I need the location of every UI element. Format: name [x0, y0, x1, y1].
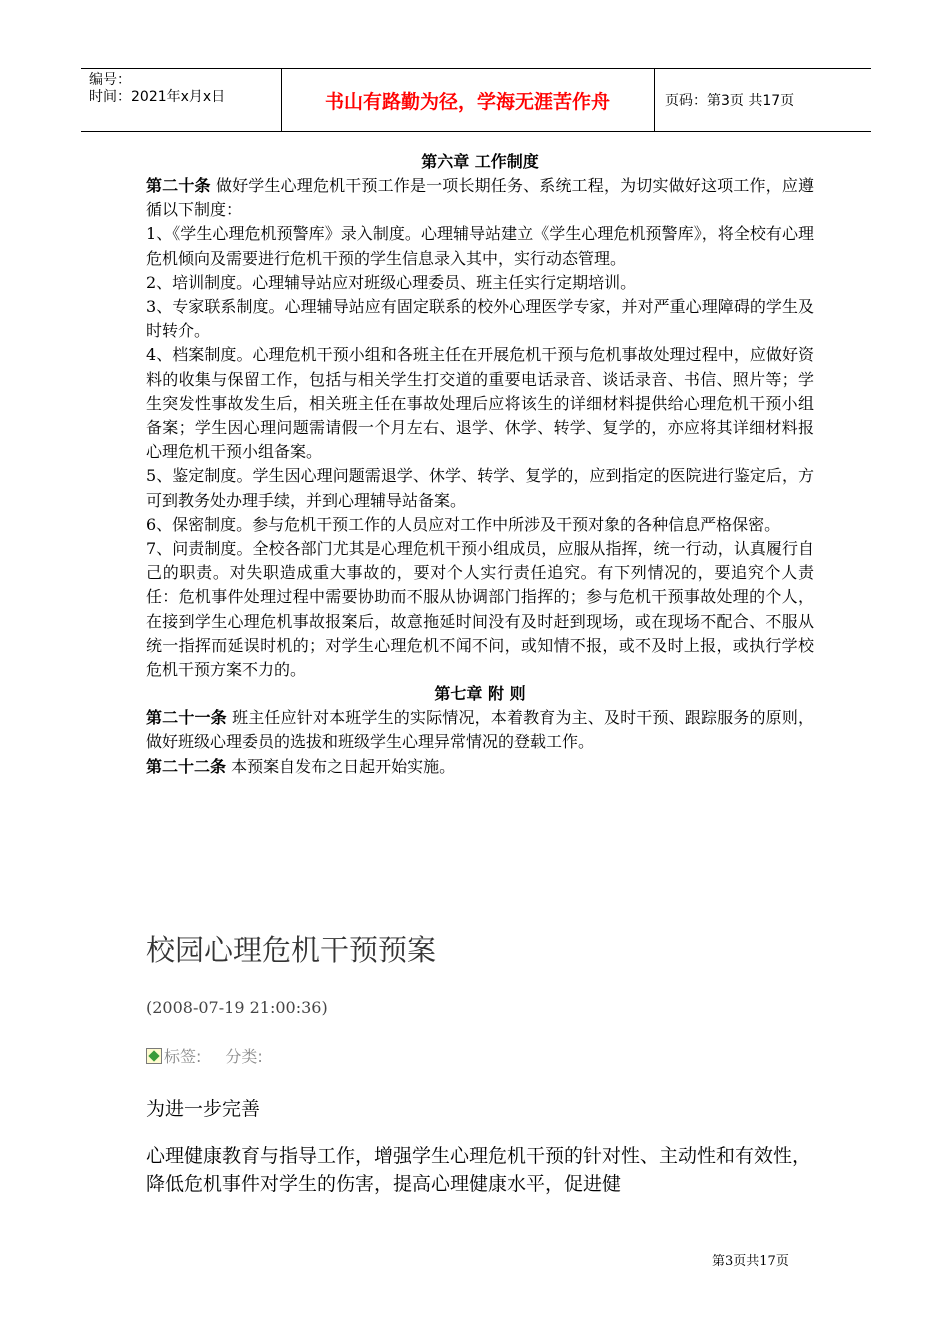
rule-item: 6、保密制度。参与危机干预工作的人员应对工作中所涉及干预对象的各种信息严格保密。 — [146, 514, 781, 534]
article-21-text: 班主任应针对本班学生的实际情况，本着教育为主、及时干预、跟踪服务的原则，做好班级心理委员的选拔和班级学生心理异常情况的登载工作。 — [146, 708, 814, 752]
article-22 — [146, 755, 814, 779]
blog-timestamp: (2008-07-19 21:00:36) — [146, 998, 328, 1017]
doc-number-label: 编号： — [89, 72, 131, 88]
tags-label[interactable]: 标签: — [164, 1047, 202, 1066]
rule-item: 3、专家联系制度。心理辅导站应有固定联系的校外心理医学专家，并对严重心理障碍的学生及时转介。 — [146, 297, 814, 341]
article-22-label: 第二十二条 — [146, 756, 227, 776]
header-motto: 书山有路勤为径，学海无涯苦作舟 — [324, 91, 610, 113]
rule-item: 2、培训制度。心理辅导站应对班级心理委员、班主任实行定期培训。 — [146, 272, 637, 292]
rule-item: 7、问责制度。全校各部门尤其是心理危机干预小组成员，应服从指挥，统一行动，认真履行自己的职责。对失职造成重大事故的，要对个人实行责任追究。有下列情况的，要追究个人责任：危机事件处理过程中需要协助而不服从协调部门指挥的；参与危机干预事故处理的个人，在接到学生心理危机事故报案后，故意拖延时间没有及时赶到现场，或在现场不配合、不服从统一指挥而延误时机的；对学生心理危机不闻不问，或知情不报，或不及时上报，或执行学校危机干预方案不力的。 — [146, 539, 814, 680]
header-meta — [89, 72, 225, 106]
header-divider — [654, 69, 655, 131]
page-footer: 第3页共17页 — [712, 1254, 789, 1269]
article-21-label: 第二十一条 — [146, 708, 227, 728]
article-20-label: 第二十条 — [146, 176, 211, 195]
tag-icon — [146, 1048, 162, 1064]
doc-time-label: 时间：2021年x月x日 — [89, 89, 226, 105]
article-21 — [146, 706, 814, 754]
page-header — [81, 68, 871, 132]
rule-item: 1、《学生心理危机预警库》录入制度。心理辅导站建立《学生心理危机预警库》，将全校有心理危机倾向及需要进行危机干预的学生信息录入其中，实行动态管理。 — [146, 224, 814, 268]
blog-title: 校园心理危机干预预案 — [146, 933, 437, 967]
header-page-info: 页码：第3页 共17页 — [665, 93, 795, 109]
article-22-text: 本预案自发布之日起开始实施。 — [226, 756, 456, 776]
document-body — [146, 150, 814, 779]
blog-paragraph: 为进一步完善 — [146, 1098, 261, 1120]
category-label[interactable]: 分类: — [225, 1047, 263, 1066]
blog-paragraph: 心理健康教育与指导工作，增强学生心理危机干预的针对性、主动性和有效性，降低危机事件对学生的伤害，提高心理健康水平，促进健 — [146, 1145, 812, 1195]
chapter-7-title: 第七章 附 则 — [434, 684, 526, 704]
chapter-6-title: 第六章 工作制度 — [421, 152, 539, 171]
blog-tags-row — [146, 1044, 263, 1067]
article-20 — [146, 174, 814, 222]
rule-item: 5、鉴定制度。学生因心理问题需退学、休学、转学、复学的，应到指定的医院进行鉴定后，方可到教务处办理手续，并到心理辅导站备案。 — [146, 466, 814, 510]
rule-item: 4、档案制度。心理危机干预小组和各班主任在开展危机干预与危机事故处理过程中，应做好资料的收集与保留工作，包括与相关学生打交道的重要电话录音、谈话录音、书信、照片等；学生突发性事故发生后，相关班主任在事故处理后应将该生的详细材料提供给心理危机干预小组备案；学生因心理问题需请假一个月左右、退学、休学、转学、复学的，亦应将其详细材料报心理危机干预小组备案。 — [146, 345, 814, 462]
article-20-text: 做好学生心理危机干预工作是一项长期任务、系统工程，为切实做好这项工作，应遵循以下制度： — [146, 176, 814, 220]
